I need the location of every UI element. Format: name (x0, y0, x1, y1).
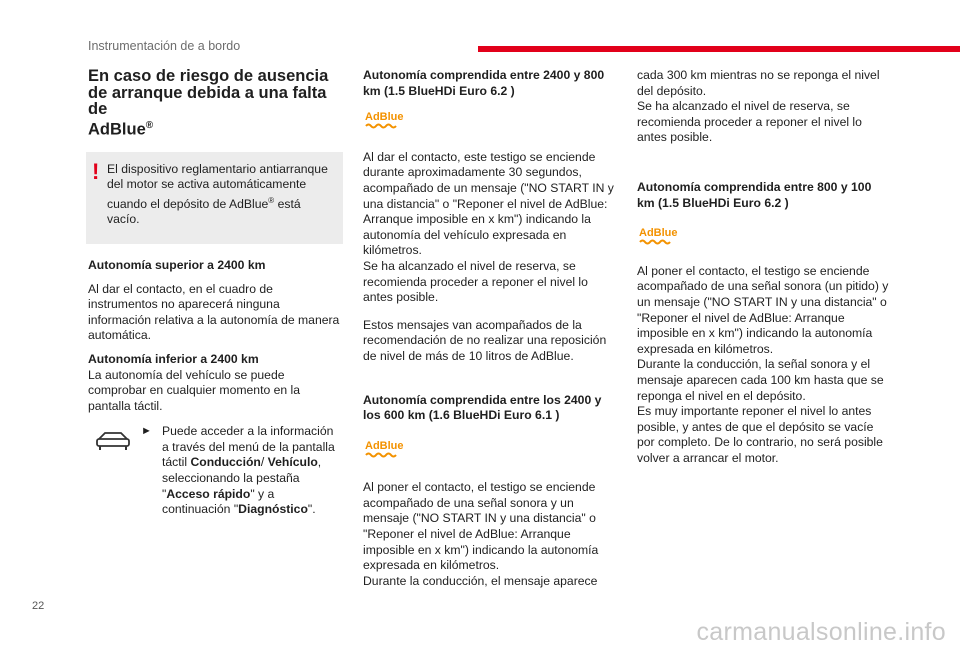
range-text-1b: Se ha alcanzado el nivel de reserva, se recomienda proceder a reponer el nivel lo antes posible. (363, 258, 588, 305)
warning-box (86, 152, 343, 244)
sub2-text: La autonomía del vehículo se puede comprobar en cualquier momento en la pantalla táctil. (88, 367, 301, 413)
range-text-3b: Durante la conducción, el mensaje aparece (363, 573, 598, 588)
adblue-label: AdBlue (365, 111, 404, 124)
running-header: Instrumentación de a bordo (88, 39, 241, 53)
range-heading-3: Autonomía comprendida entre 800 y 100 km (1.5 BlueHDi Euro 6.2 ) (637, 179, 872, 210)
range-text-2: Estos mensajes van acompañados de la recomendación de no realizar una reposición de nivel de más de 10 litros de AdBlue. (363, 317, 607, 363)
bullet-arrow-icon: ► (141, 425, 152, 438)
watermark: carmanualsonline.info (696, 618, 946, 646)
sub1-heading: Autonomía superior a 2400 km (88, 257, 266, 272)
warning-text: El dispositivo reglamentario antiarranque del motor se activa automáticamente cuando el depósito de AdBlue® está vacío. (107, 161, 328, 227)
adblue-warning-icon (363, 109, 407, 131)
range-heading-1: Autonomía comprendida entre 2400 y 800 km (1.5 BlueHDi Euro 6.2 ) (363, 68, 605, 98)
header-accent-bar (478, 46, 960, 52)
adblue-warning-icon (637, 225, 681, 247)
navigation-text: Puede acceder a la información a través del menú de la pantalla táctil Conducción/ Vehículo, seleccionando la pestaña "Acceso rápido" y a continuación "Diagnóstico". (162, 424, 335, 517)
range-text-1: Al dar el contacto, este testigo se enciende durante aproximadamente 30 segundos, acompañado de un mensaje ("NO START IN y una distancia" o "Reponer el nivel de AdBlue: Arranque imposible en x km") indicando la autonomía del vehículo expresada en kilómetros. (363, 149, 614, 258)
continued-text-b: Se ha alcanzado el nivel de reserva, se recomienda proceder a reponer el nivel lo antes posible. (637, 99, 862, 145)
page-number: 22 (32, 600, 45, 612)
warning-icon: ! (92, 158, 100, 184)
column-2 (363, 68, 618, 589)
column-1 (88, 68, 343, 518)
sub1-text: Al dar el contacto, en el cuadro de instrumentos no aparecerá ninguna información relativa a la autonomía de manera automática. (88, 281, 340, 343)
navigation-note (88, 424, 343, 518)
adblue-label: AdBlue (365, 439, 404, 452)
range-text-4: Al poner el contacto, el testigo se enciende acompañado de una señal sonora (un pitido) y un mensaje ("NO START IN y una distancia" o "Reponer el nivel de AdBlue: Arranque imposible en x km") indicando la autonomía expresada en kilómetros. (637, 263, 889, 356)
range-text-3: Al poner el contacto, el testigo se enciende acompañado de una señal sonora y un mensaje ("NO START IN y una distancia" o "Reponer el nivel de AdBlue: Arranque imposible en x km") indicando la autonomía expresada en kilómetros. (363, 480, 599, 573)
sub2-heading: Autonomía inferior a 2400 km (88, 351, 259, 366)
section-title: En caso de riesgo de ausencia de arranque debida a una falta de AdBlue® (88, 67, 329, 138)
adblue-label: AdBlue (639, 227, 678, 240)
column-3 (637, 68, 892, 466)
vehicle-icon (96, 430, 130, 452)
range-text-4b: Durante la conducción, la señal sonora y el mensaje aparecen cada 100 km hasta que se reponga el nivel en el depósito. (637, 357, 884, 403)
range-text-4c: Es muy importante reponer el nivel lo antes posible, y antes de que el depósito se vacíe por completo. De lo contrario, no será posible volver a arrancar el motor. (637, 404, 883, 465)
adblue-warning-icon (363, 438, 407, 460)
continued-text: cada 300 km mientras no se reponga el nivel del depósito. (637, 68, 880, 98)
range-heading-2: Autonomía comprendida entre los 2400 y los 600 km (1.6 BlueHDi Euro 6.1 ) (363, 392, 602, 423)
